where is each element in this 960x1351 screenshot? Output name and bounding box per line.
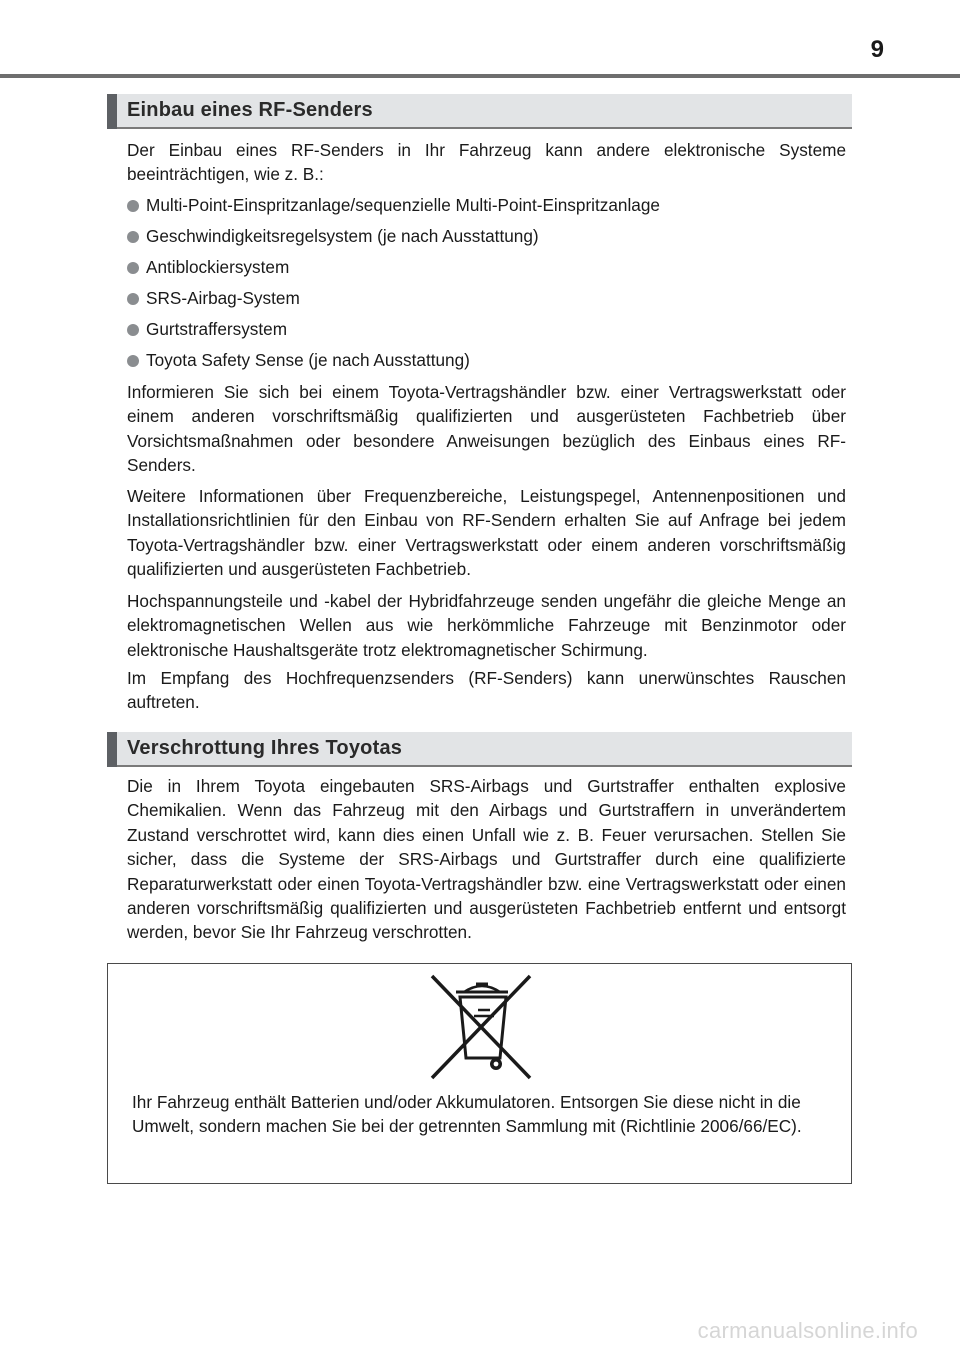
list-item-text: Antiblockiersystem <box>146 257 290 277</box>
list-item-text: Toyota Safety Sense (je nach Ausstattung) <box>146 350 470 370</box>
page-number: 9 <box>870 36 884 63</box>
paragraph: Die in Ihrem Toyota eingebauten SRS-Airbags und Gurtstraffer enthalten explosive Chemikalien. Wenn das Fahrzeug mit den Airbags und Gurtstraffern in unverändertem Zustand verschrottet wird, kann dies einen Unfall wie z. B. Feuer verursachen. Stellen Sie sicher, dass die Systeme der SRS-Airbags und Gurtstraffer durch eine qualifizierte Reparaturwerkstatt oder einen Toyota-Vertragshändler bzw. eine Vertragswerkstatt oder einen anderen vorschriftsmäßig qualifizierten und ausgerüsteten Fachbetrieb entfernt und entsorgt werden, bevor Sie Ihr Fahrzeug verschrotten. <box>127 776 846 943</box>
battery-disposal-note <box>107 963 852 1184</box>
paragraph: Weitere Informationen über Frequenzbereiche, Leistungspegel, Antennenpositionen und Installationsrichtlinien für den Einbau von RF-Sendern erhalten Sie auf Anfrage bei jedem Toyota-Vertragshändler bzw. einer Vertragswerkstatt oder einem anderen vorschriftsmäßig qualifizierten und ausgerüsteten Fachbetrieb. <box>127 486 846 580</box>
bullet-dot-icon <box>127 355 139 367</box>
section-heading-rf-sender <box>107 94 852 129</box>
section-heading-scrapping <box>107 732 852 767</box>
paragraph: Im Empfang des Hochfrequenzsenders (RF-Senders) kann unerwünschtes Rauschen auftreten. <box>127 668 846 713</box>
list-item-text: Gurtstraffersystem <box>146 319 288 339</box>
watermark-footer: carmanualsonline.info <box>697 1318 918 1343</box>
top-rule <box>0 74 960 78</box>
list-item-text: Multi-Point-Einspritzanlage/sequenzielle Multi-Point-Einspritzanlage <box>146 195 660 215</box>
bullet-dot-icon <box>127 231 139 243</box>
list-item <box>127 193 846 217</box>
bullet-dot-icon <box>127 262 139 274</box>
list-item-text: SRS-Airbag-System <box>146 288 300 308</box>
section-title: Verschrottung Ihres Toyotas <box>127 737 403 759</box>
crossed-out-wheelie-bin-icon <box>426 970 536 1082</box>
list-item <box>127 317 846 341</box>
paragraph: Hochspannungsteile und -kabel der Hybridfahrzeuge senden ungefähr die gleiche Menge an elektromagnetischen Wellen aus wie herkömmliche Fahrzeuge mit Benzinmotor oder elektronische Haushaltsgeräte trotz elektromagnetischer Schirmung. <box>127 591 846 660</box>
bullet-dot-icon <box>127 200 139 212</box>
list-item-text: Geschwindigkeitsregelsystem (je nach Ausstattung) <box>146 226 539 246</box>
list-item <box>127 255 846 279</box>
heading-accent-bar <box>107 94 117 129</box>
section-title: Einbau eines RF-Senders <box>127 99 373 121</box>
list-item <box>127 224 846 248</box>
bullet-dot-icon <box>127 293 139 305</box>
note-text: Ihr Fahrzeug enthält Batterien und/oder Akkumulatoren. Entsorgen Sie diese nicht in die Umwelt, sondern machen Sie bei der getrennten Sammlung mit (Richtlinie 2006/66/EC). <box>132 1092 802 1137</box>
list-item <box>127 286 846 310</box>
intro-paragraph: Der Einbau eines RF-Senders in Ihr Fahrzeug kann andere elektronische Systeme beeinträchtigen, wie z. B.: <box>127 140 846 185</box>
paragraph: Informieren Sie sich bei einem Toyota-Vertragshändler bzw. einer Vertragswerkstatt oder einem anderen vorschriftsmäßig qualifizierten und ausgerüsteten Fachbetrieb über Vorsichtsmaßnahmen oder besondere Anweisungen bezüglich des Einbaus eines RF-Senders. <box>127 382 846 476</box>
heading-accent-bar <box>107 732 117 767</box>
bullet-dot-icon <box>127 324 139 336</box>
list-item <box>127 348 846 372</box>
